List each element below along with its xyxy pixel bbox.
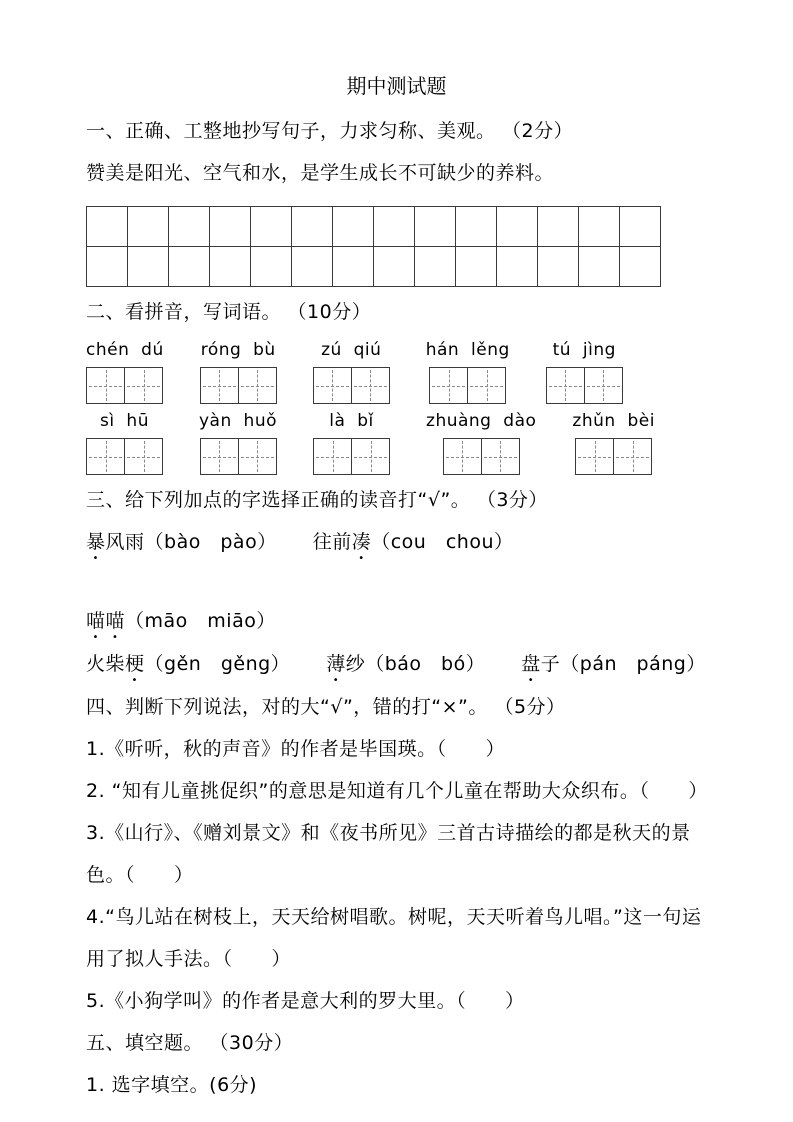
copy-grid-cell[interactable] (169, 247, 210, 287)
phonics-item (313, 521, 514, 564)
copy-grid-cell[interactable] (87, 247, 128, 287)
judgment-item: 5.《小狗学叫》的作者是意大利的罗大里。（ ） (86, 990, 525, 1012)
pinyin-label: là bǐ (329, 411, 374, 431)
dotted-char: 喵喵 (86, 610, 126, 632)
dashed-guide-line (432, 386, 465, 387)
writing-box-cell[interactable] (313, 438, 352, 475)
word-after: 风雨 (105, 531, 145, 553)
section4-heading: 四、判断下列说法，对的大“√”，错的打“×”。 （5分） (86, 696, 566, 718)
phonics-item (86, 521, 277, 564)
copy-grid-cell[interactable] (333, 207, 374, 247)
dashed-guide-line (578, 457, 611, 458)
copy-grid-cell[interactable] (415, 207, 456, 247)
copy-grid-cell[interactable] (456, 247, 497, 287)
dashed-guide-line (89, 386, 122, 387)
pinyin-label: hán lěng (425, 340, 510, 360)
writing-box-cell[interactable] (124, 367, 163, 404)
pinyin-word-unit (86, 408, 163, 475)
copy-grid-cell[interactable] (538, 247, 579, 287)
writing-box-cell[interactable] (546, 367, 585, 404)
pinyin-label: chén dú (86, 340, 164, 360)
pinyin-options: （cou chou） (371, 531, 514, 553)
writing-box-cell[interactable] (443, 438, 482, 475)
copy-grid-cell[interactable] (251, 207, 292, 247)
dashed-guide-line (241, 386, 274, 387)
pinyin-options: （māo miāo） (125, 610, 276, 632)
copy-grid-cell[interactable] (292, 247, 333, 287)
phonics-item (86, 643, 290, 686)
writing-box-cell[interactable] (575, 438, 614, 475)
section3-heading: 三、给下列加点的字选择正确的读音打“√”。 （3分） (86, 489, 548, 511)
dashed-guide-line (127, 386, 160, 387)
section3-line1 (86, 521, 707, 643)
writing-box-cell[interactable] (124, 438, 163, 475)
writing-box-cell[interactable] (481, 438, 520, 475)
writing-box-cell[interactable] (313, 367, 352, 404)
copy-grid-cell[interactable] (620, 247, 661, 287)
dotted-char: 薄 (326, 653, 346, 675)
judgment-item: 4.“鸟儿站在树枝上，天天给树唱歌。树呢，天天听着鸟儿唱。”这一句运用了拟人手法。（ ） (86, 906, 702, 970)
section1-sentence: 赞美是阳光、空气和水，是学生成长不可缺少的养料。 (86, 162, 555, 184)
copy-grid-cell[interactable] (210, 207, 251, 247)
dashed-guide-line (241, 457, 274, 458)
writing-box-cell[interactable] (200, 438, 239, 475)
dashed-guide-line (127, 457, 160, 458)
copy-grid-cell[interactable] (497, 207, 538, 247)
phonics-item (521, 643, 706, 686)
copy-grid-cell[interactable] (87, 207, 128, 247)
writing-boxes (200, 367, 277, 404)
pinyin-options: （pán páng） (560, 653, 706, 675)
copy-grid-cell[interactable] (579, 247, 620, 287)
dashed-guide-line (354, 386, 387, 387)
copy-grid-cell[interactable] (128, 247, 169, 287)
section5-sub1: 1. 选字填空。(6分) (86, 1074, 258, 1096)
dashed-guide-line (203, 457, 236, 458)
copy-grid-cell[interactable] (169, 207, 210, 247)
pinyin-options: （báo bó） (365, 653, 486, 675)
judgment-item: 2. “知有儿童挑促织”的意思是知道有几个儿童在帮助大众织布。（ ） (86, 780, 708, 802)
pinyin-label: tú jìng (552, 340, 616, 360)
writing-box-cell[interactable] (86, 367, 125, 404)
copy-grid-cell[interactable] (292, 207, 333, 247)
dashed-guide-line (316, 386, 349, 387)
copy-grid-cell[interactable] (251, 247, 292, 287)
pinyin-word-unit (572, 408, 655, 475)
writing-boxes (313, 438, 390, 475)
pinyin-row-1 (86, 337, 707, 404)
writing-boxes (200, 438, 277, 475)
dashed-guide-line (549, 386, 582, 387)
copy-grid-cell[interactable] (415, 247, 456, 287)
writing-box-cell[interactable] (429, 367, 468, 404)
copy-grid-cell[interactable] (579, 207, 620, 247)
writing-box-cell[interactable] (238, 367, 277, 404)
writing-boxes (313, 367, 390, 404)
pinyin-word-unit (426, 408, 536, 475)
pinyin-word-unit (313, 337, 390, 404)
dotted-char: 梗 (125, 653, 145, 675)
copy-grid-cell[interactable] (620, 207, 661, 247)
pinyin-word-unit (199, 408, 277, 475)
pinyin-label: zú qiú (321, 340, 382, 360)
copy-grid-cell[interactable] (374, 207, 415, 247)
writing-boxes (429, 367, 506, 404)
pinyin-label: sì hū (100, 411, 149, 431)
writing-boxes (86, 438, 163, 475)
dashed-guide-line (484, 457, 517, 458)
pinyin-word-unit (546, 337, 623, 404)
word-before: 火柴 (86, 653, 126, 675)
copy-grid-cell[interactable] (497, 247, 538, 287)
page-title: 期中测试题 (346, 74, 447, 98)
dashed-guide-line (89, 457, 122, 458)
dashed-guide-line (616, 457, 649, 458)
pinyin-label: róng bù (200, 340, 276, 360)
section3-line2 (86, 643, 707, 686)
dashed-guide-line (203, 386, 236, 387)
dashed-guide-line (587, 386, 620, 387)
pinyin-label: zhuàng dào (426, 411, 537, 431)
word-after: 纱 (345, 653, 366, 675)
pinyin-word-unit (200, 337, 277, 404)
dashed-guide-line (470, 386, 503, 387)
dashed-guide-line (316, 457, 349, 458)
pinyin-options: （bào pào） (144, 531, 277, 553)
pinyin-row-2 (86, 408, 707, 475)
word-after: 子 (540, 653, 561, 675)
dotted-char: 暴 (86, 531, 106, 553)
copy-grid-cell[interactable] (128, 207, 169, 247)
judgment-item: 3.《山行》、《赠刘景文》和《夜书所见》三首古诗描绘的都是秋天的景色。（ ） (86, 822, 691, 886)
section1-heading: 一、正确、工整地抄写句子，力求匀称、美观。 （2分） (86, 120, 574, 142)
judgment-item: 1.《听听，秋的声音》的作者是毕国瑛。（ ） (86, 738, 506, 760)
writing-box-cell[interactable] (584, 367, 623, 404)
copy-grid-cell[interactable] (456, 207, 497, 247)
writing-box-cell[interactable] (200, 367, 239, 404)
writing-boxes (546, 367, 623, 404)
section2-heading: 二、看拼音，写词语。 （10分） (86, 301, 372, 323)
writing-box-cell[interactable] (351, 438, 390, 475)
pinyin-label: zhǔn bèi (572, 411, 655, 431)
writing-box-cell[interactable] (238, 438, 277, 475)
writing-box-cell[interactable] (351, 367, 390, 404)
dashed-guide-line (354, 457, 387, 458)
writing-boxes (575, 438, 652, 475)
phonics-item (326, 643, 485, 686)
dotted-char: 凑 (351, 531, 372, 553)
writing-box-cell[interactable] (86, 438, 125, 475)
dotted-char: 盘 (521, 653, 541, 675)
pinyin-word-unit (86, 337, 164, 404)
writing-box-cell[interactable] (613, 438, 652, 475)
copy-grid-cell[interactable] (538, 207, 579, 247)
copy-grid-cell[interactable] (333, 247, 374, 287)
writing-boxes (86, 367, 163, 404)
copy-writing-grid (86, 206, 661, 287)
copy-grid-cell[interactable] (374, 247, 415, 287)
copy-grid-cell[interactable] (210, 247, 251, 287)
pinyin-word-unit (313, 408, 390, 475)
word-before: 往前 (312, 531, 352, 553)
writing-box-cell[interactable] (467, 367, 506, 404)
pinyin-options: （gěn gěng） (144, 653, 291, 675)
dashed-guide-line (446, 457, 479, 458)
pinyin-word-unit (426, 337, 510, 404)
writing-boxes (443, 438, 520, 475)
phonics-item (86, 600, 276, 643)
section5-heading: 五、填空题。 （30分） (86, 1032, 294, 1054)
pinyin-label: yàn huǒ (199, 411, 278, 431)
